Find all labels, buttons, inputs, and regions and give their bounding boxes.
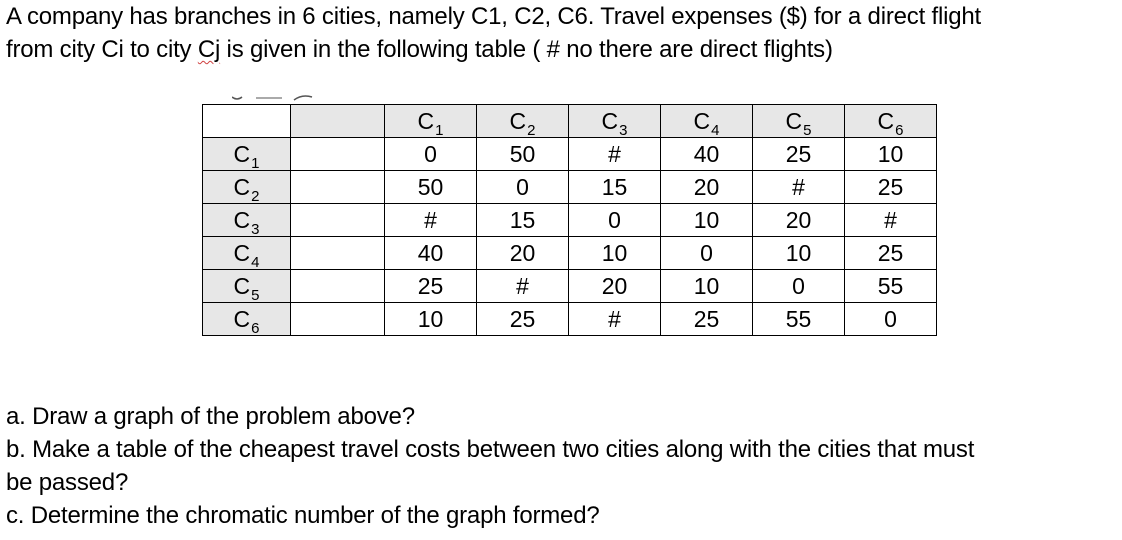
table-cell: 15: [477, 204, 569, 237]
column-header-c5: $C_5$: [753, 105, 845, 138]
table-cell: #: [845, 204, 937, 237]
table-row: [203, 204, 937, 237]
table-cell: 25: [753, 138, 845, 171]
blank-cell: [291, 204, 385, 237]
table-cell: 50: [385, 171, 477, 204]
table-cell: 25: [845, 171, 937, 204]
question-b-line-1: b. Make a table of the cheapest travel costs between two cities along with the cities that must: [6, 436, 975, 463]
table-cell: 50: [477, 138, 569, 171]
column-header-c6: $C_6$: [845, 105, 937, 138]
table-header-row: [203, 105, 937, 138]
table-row: [203, 303, 937, 336]
table-cell: 10: [845, 138, 937, 171]
stray-scan-mark: [232, 94, 316, 102]
row-header-c3: $C_3$: [203, 204, 291, 237]
table-cell: 25: [845, 237, 937, 270]
table-cell: 0: [845, 303, 937, 336]
table-cell: 25: [477, 303, 569, 336]
table-cell: 10: [753, 237, 845, 270]
table-cell: #: [569, 303, 661, 336]
intro-line-2-end: is given in the following table ( # no there are direct flights): [220, 36, 833, 63]
table-cell: 0: [661, 237, 753, 270]
table-cell: 20: [753, 204, 845, 237]
table-row: [203, 171, 937, 204]
table-cell: #: [753, 171, 845, 204]
intro-line-2: [6, 33, 1116, 66]
column-header-c1: $C_1$: [385, 105, 477, 138]
blank-cell: [291, 270, 385, 303]
blank-cell: [291, 138, 385, 171]
travel-cost-table: [202, 104, 937, 336]
table-cell: 25: [385, 270, 477, 303]
table-cell: 0: [477, 171, 569, 204]
table-cell: 10: [661, 204, 753, 237]
table-cell: 20: [569, 270, 661, 303]
row-header-c2: $C_2$: [203, 171, 291, 204]
intro-line-1: A company has branches in 6 cities, namely C1, C2, C6. Travel expenses ($) for a direct flight: [6, 3, 981, 30]
table-cell: 20: [477, 237, 569, 270]
table-cell: #: [569, 138, 661, 171]
question-a: a. Draw a graph of the problem above?: [6, 403, 415, 430]
blank-cell: [291, 171, 385, 204]
row-header-c5: $C_5$: [203, 270, 291, 303]
table-cell: 25: [661, 303, 753, 336]
table-cell: 15: [569, 171, 661, 204]
corner-cell: [203, 105, 291, 138]
table-cell: 40: [385, 237, 477, 270]
problem-statement: [6, 0, 1116, 66]
table-cell: 55: [753, 303, 845, 336]
column-header-c3: $C_3$: [569, 105, 661, 138]
table-cell: 0: [569, 204, 661, 237]
column-header-c4: $C_4$: [661, 105, 753, 138]
table-row: [203, 138, 937, 171]
table-cell: #: [477, 270, 569, 303]
table-cell: 10: [385, 303, 477, 336]
table-row: [203, 270, 937, 303]
table-cell: 10: [569, 237, 661, 270]
table-cell: 0: [385, 138, 477, 171]
row-header-c4: $C_4$: [203, 237, 291, 270]
row-header-c6: $C_6$: [203, 303, 291, 336]
question-b-line-2: be passed?: [6, 469, 129, 496]
table-cell: 40: [661, 138, 753, 171]
table-cell: 0: [753, 270, 845, 303]
question-list: [6, 400, 1118, 532]
spellcheck-flagged-word: Cj: [197, 36, 221, 63]
column-header-c2: $C_2$: [477, 105, 569, 138]
intro-line-2-start: from city Ci to city: [6, 36, 198, 63]
table-cell: #: [385, 204, 477, 237]
travel-cost-table-wrapper: [202, 104, 937, 336]
table-row: [203, 237, 937, 270]
blank-header-cell: [291, 105, 385, 138]
blank-cell: [291, 303, 385, 336]
blank-cell: [291, 237, 385, 270]
table-cell: 10: [661, 270, 753, 303]
row-header-c1: $C_1$: [203, 138, 291, 171]
table-cell: 20: [661, 171, 753, 204]
question-c: c. Determine the chromatic number of the graph formed?: [6, 502, 600, 529]
table-cell: 55: [845, 270, 937, 303]
